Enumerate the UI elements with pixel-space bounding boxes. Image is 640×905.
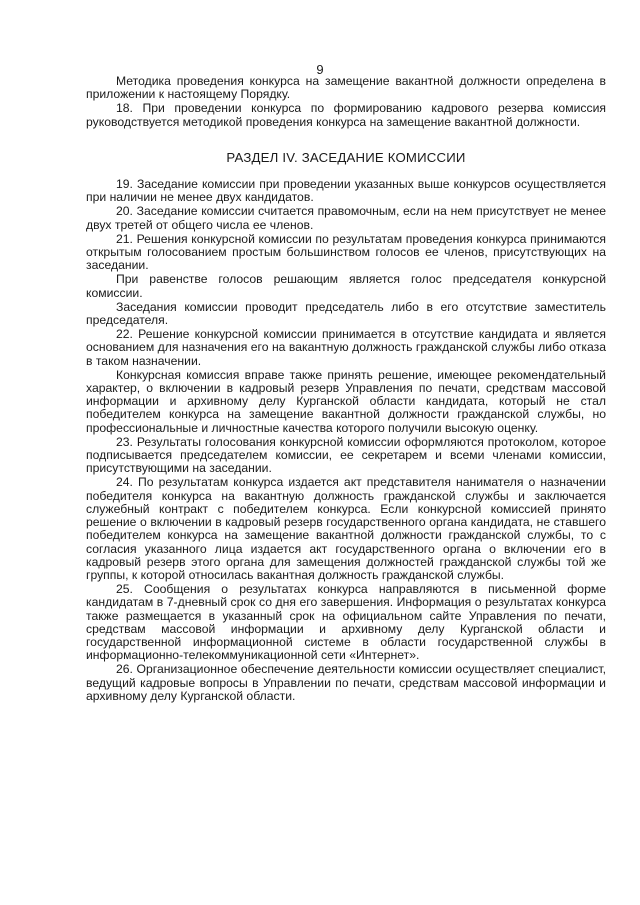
paragraph-23: 23. Результаты голосования конкурсной комиссии оформляются протоколом, которое подписывается председателем комиссии, ее секретарем и всеми членами комиссии, присутствующими на заседании. [86,434,606,476]
paragraph-25: 25. Сообщения о результатах конкурса направляются в письменной форме кандидатам в 7-дневный срок со дня его завершения. Информация о результатах конкурса также размещается в указанный срок на официальном сайте Управления по печати, средствам массовой информации и архивному делу Курганской области и государственной информационной системе в области государственной службы в информационно-телекоммуникационной сети «Интернет». [86,582,606,663]
paragraph-24: 24. По результатам конкурса издается акт представителя нанимателя о назначении победителя конкурса на вакантную должность гражданской службы и заключается служебный контракт с победителем конкурса. Если конкурсной комиссией принято решение о включении в кадровый резерв государственного органа кандидата, не ставшего победителем конкурса на замещение вакантной должности гражданской службы, то с согласия указанного лица издается акт государственного органа о включении его в кадровый резерв этого органа для замещения должностей гражданской службы той же группы, к которой относилась вакантная должность гражданской службы. [86,475,606,582]
paragraph-20: 20. Заседание комиссии считается правомочным, если на нем присутствует не менее двух третей от общего числа ее членов. [86,204,606,232]
paragraph-26: 26. Организационное обеспечение деятельности комиссии осуществляет специалист, ведущий кадровые вопросы в Управлении по печати, средствам массовой информации и архивному делу Курганской области. [86,662,606,703]
paragraph-21-chair: Заседания комиссии проводит председатель либо в его отсутствие заместитель председателя. [86,299,606,328]
paragraph-22: 22. Решение конкурсной комиссии принимается в отсутствие кандидата и является основанием для назначения его на вакантную должность гражданской службы либо отказа в таком назначении. [86,327,606,368]
paragraph-methodology: Методика проведения конкурса на замещение вакантной должности определена в приложении к настоящему Порядку. [86,74,606,102]
paragraph-21-tie-vote: При равенстве голосов решающим является голос председателя конкурсной комиссии. [86,272,606,300]
section-heading: РАЗДЕЛ IV. ЗАСЕДАНИЕ КОМИССИИ [226,149,466,165]
paragraph-21: 21. Решения конкурсной комиссии по результатам проведения конкурса принимаются открытым голосованием простым большинством голосов ее членов, присутствующих на заседании. [86,231,606,273]
paragraph-18: 18. При проведении конкурса по формированию кадрового резерва комиссия руководствуется методикой проведения конкурса на замещение вакантной должности. [86,101,606,129]
page-number: 9 [316,62,324,77]
paragraph-22-reserve: Конкурсная комиссия вправе также принять решение, имеющее рекомендательный характер, о включении в кадровый резерв Управления по печати, средствам массовой информации и архивному делу Курганской области кандидата, который не стал победителем конкурса на замещение вакантной должности гражданской службы, но профессиональные и личностные качества которого получили высокую оценку. [86,367,606,435]
document-body [86,75,606,704]
paragraph-19: 19. Заседание комиссии при проведении указанных выше конкурсов осуществляется при наличии не менее двух кандидатов. [86,177,606,205]
